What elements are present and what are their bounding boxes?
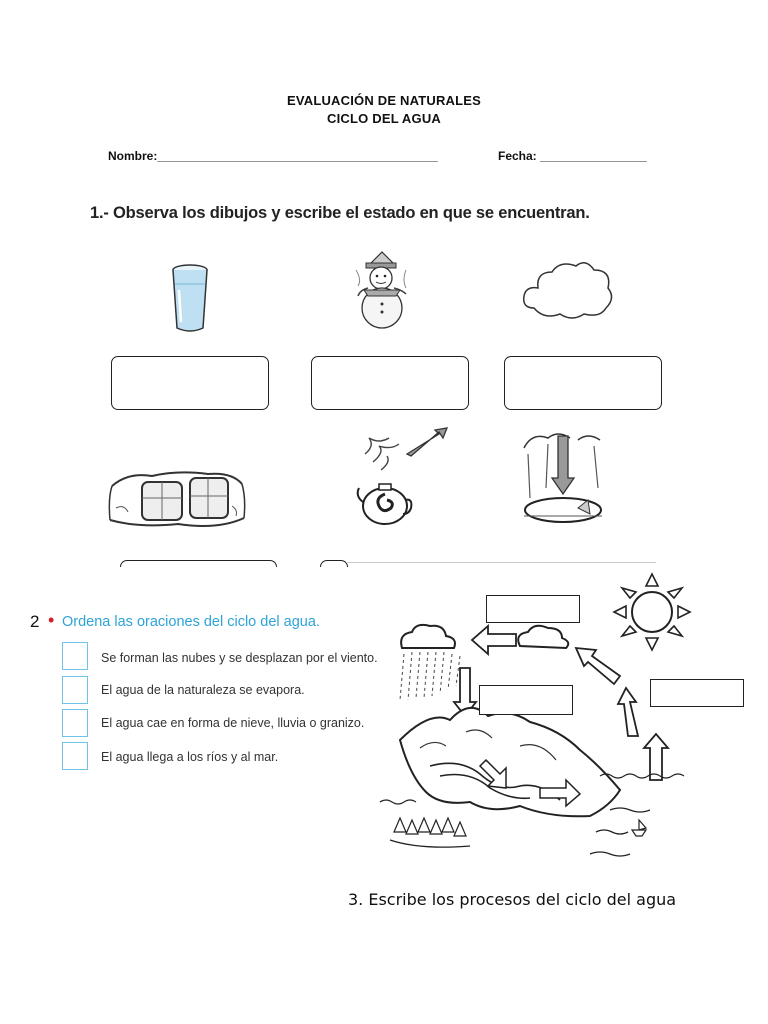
question-1-text: 1.- Observa los dibujos y escribe el estado en que se encuentran. xyxy=(90,204,590,222)
page-subtitle: CICLO DEL AGUA xyxy=(326,111,442,126)
page-title: EVALUACIÓN DE NATURALES xyxy=(286,93,482,108)
diagonal-arrow-icon xyxy=(576,648,620,684)
snowman-icon xyxy=(352,250,412,332)
sentence-2: El agua de la naturaleza se evapora. xyxy=(101,683,305,697)
date-field[interactable]: Fecha: ________________ xyxy=(498,149,647,163)
order-checkbox-1[interactable] xyxy=(62,642,88,670)
divider xyxy=(346,562,656,563)
order-checkbox-2[interactable] xyxy=(62,676,88,704)
answer-box-3[interactable] xyxy=(504,356,662,410)
ice-cubes-icon xyxy=(108,468,248,534)
mountains-icon xyxy=(400,708,620,816)
answer-box-5[interactable] xyxy=(320,560,348,567)
sun-icon xyxy=(614,574,690,650)
process-box-2[interactable] xyxy=(479,685,573,715)
order-checkbox-3[interactable] xyxy=(62,709,88,737)
question-2-title: Ordena las oraciones del ciclo del agua. xyxy=(62,614,320,630)
name-field[interactable]: Nombre:__________________________________________ xyxy=(108,149,438,163)
cloud-icon xyxy=(518,626,568,648)
left-arrow-icon xyxy=(472,626,516,654)
process-box-1[interactable] xyxy=(486,595,580,623)
bullet-icon: • xyxy=(48,610,55,630)
boat-icon xyxy=(632,820,646,836)
steaming-teapot-icon xyxy=(355,426,455,530)
answer-box-2[interactable] xyxy=(311,356,469,410)
sentence-4: El agua llega a los ríos y al mar. xyxy=(101,750,279,764)
up-arrow-icon-2 xyxy=(644,734,668,780)
sentence-1: Se forman las nubes y se desplazan por el viento. xyxy=(101,651,378,665)
question-2-number: 2 xyxy=(30,612,40,631)
up-arrow-icon-1 xyxy=(618,688,638,736)
trees-icon xyxy=(394,818,466,836)
answer-box-1[interactable] xyxy=(111,356,269,410)
process-box-3[interactable] xyxy=(650,679,744,707)
sentence-3: El agua cae en forma de nieve, lluvia o granizo. xyxy=(101,716,365,730)
rain-puddle-icon xyxy=(518,428,608,526)
glass-of-water-icon xyxy=(165,262,215,334)
order-checkbox-4[interactable] xyxy=(62,742,88,770)
answer-box-4[interactable] xyxy=(120,560,277,567)
question-3-text: 3. Escribe los procesos del ciclo del agua xyxy=(348,890,677,909)
rain-icon xyxy=(400,652,460,700)
cloud-icon xyxy=(520,258,616,324)
rain-cloud-icon xyxy=(401,625,455,648)
